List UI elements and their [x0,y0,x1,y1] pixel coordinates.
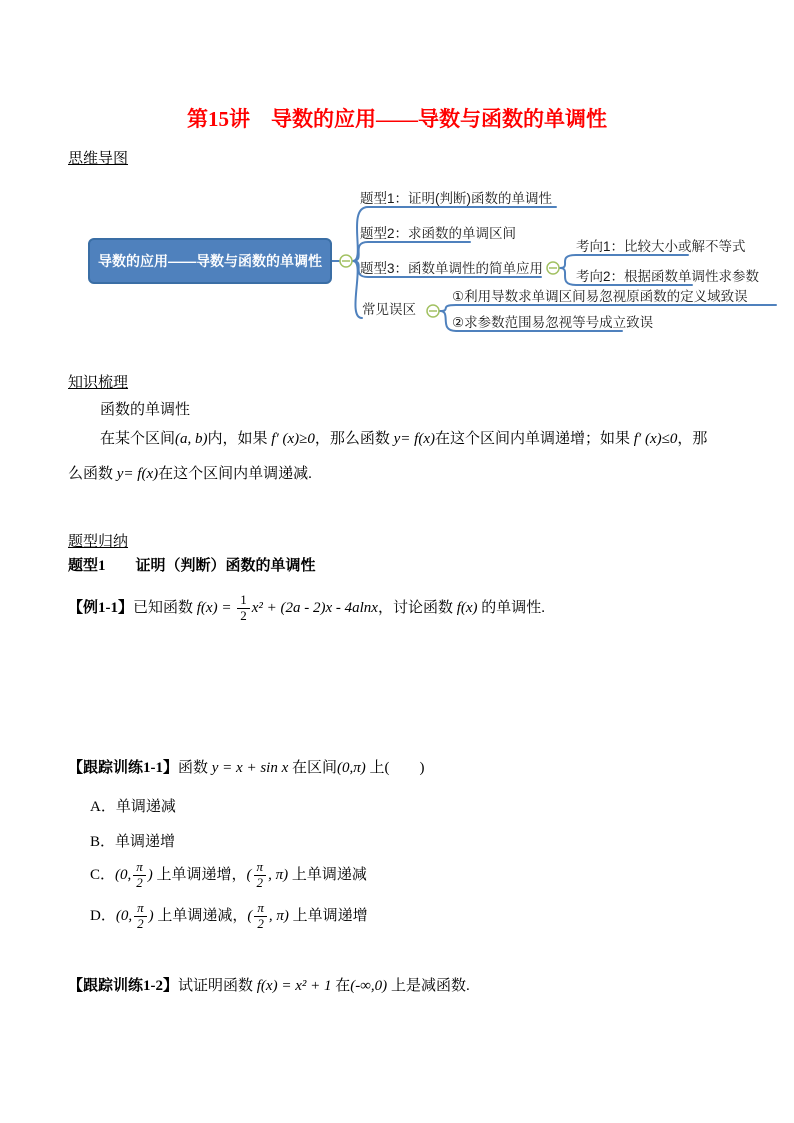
mindmap-child-pitfall2: ②求参数范围易忽视等号成立致误 [452,315,654,330]
mindmap-child-direction2: 考向2：根据函数单调性求参数 [576,269,760,284]
fraction-pi-over-2: $\frac{\pi}{2}$ [254,901,267,931]
text-run: 在区间 [292,760,338,776]
text-run: ，那么函数 [314,431,394,447]
mindmap-branch-topic3: 题型3：函数单调性的简单应用 [360,261,544,276]
fraction-pi-over-2: $\frac{\pi}{2}$ [254,860,267,890]
option-a: A．单调递减 [90,799,176,815]
text-run: 在 [335,978,351,994]
training-label: 【跟踪训练1-1】 [68,760,178,776]
math-run: y= f(x) [116,466,159,482]
topic1-number: 题型1 [68,558,106,574]
text-run: 在这个区间内单调递减. [158,466,312,482]
section-label-knowledge: 知识梳理 [68,375,129,391]
text-run: 试证明函数 [178,978,257,994]
math-run: (a, b) [175,431,208,447]
mindmap-child-pitfall1: ①利用导数求单调区间易忽视原函数的定义域致误 [452,289,748,304]
knowledge-heading [100,400,190,420]
fraction-pi-over-2: $\frac{\pi}{2}$ [133,860,146,890]
mindmap-child-direction1: 考向1：比较大小或解不等式 [576,239,746,254]
mindmap-root-node: 导数的应用——导数与函数的单调性 [88,238,332,284]
text-run: 上是减函数. [387,978,470,994]
text-run: 的单调性. [477,600,546,616]
topic1-heading [68,556,316,576]
training-1-2 [68,976,470,996]
option-d: D． (0, $\frac{\pi}{2}$ ) 上单调递减， ( $\frac{\pi}{2}$ , π) 上单调递增 [90,900,368,931]
collapse-minus-icon-branch-4 [427,305,439,317]
mindmap-branch-topic2: 题型2：求函数的单调区间 [360,226,517,241]
option-c: C． (0, $\frac{\pi}{2}$ ) 上单调递增， ( $\frac{\pi}{2}$ , π) 上单调递减 [90,859,367,890]
topic1-title: 证明（判断）函数的单调性 [135,558,316,574]
math-run: f(x) = x² + 1 [256,978,336,994]
section-label-topics: 题型归纳 [68,534,129,550]
collapse-minus-icon-root [340,255,352,267]
math-run: f(x) = [196,600,236,616]
text-run: ，那 [677,431,708,447]
math-run: (-∞,0) [350,978,388,994]
knowledge-paragraph-line1 [100,429,707,449]
fraction-pi-over-2: $\frac{\pi}{2}$ [134,901,147,931]
text-run: ，讨论函数 [377,600,457,616]
page-title: 第15讲 导数的应用——导数与函数的单调性 [187,107,607,131]
training-label: 【跟踪训练1-2】 [68,978,178,994]
connector-child-4-1 [440,305,776,311]
connector-branch-2 [353,242,470,261]
math-run: y= f(x) [393,431,435,447]
connector-child-3-1 [560,255,688,268]
text-run: 已知函数 [133,600,197,616]
mindmap-diagram [0,180,794,350]
fraction-one-half: $\frac{1}{2}$ [237,593,250,623]
knowledge-paragraph-line2 [68,464,312,484]
mindmap-branch-topic1: 题型1：证明(判断)函数的单调性 [360,191,552,206]
text-run: 在某个区间 [100,431,176,447]
knowledge-heading-text: 函数的单调性 [100,402,191,418]
example-1-1 [68,590,545,626]
section-label-mindmap: 思维导图 [68,151,129,167]
option-b: B．单调递增 [90,834,176,850]
text-run: 内，如果 [207,431,272,447]
math-run: x² + (2a - 2)x - 4alnx [251,600,378,616]
math-run: (0,π) [337,760,366,776]
mindmap-branch-pitfalls: 常见误区 [362,302,416,317]
math-run: y = x + sin x [211,760,292,776]
text-run: 在这个区间内单调递增；如果 [435,431,634,447]
math-run: f′ (x)≥0 [271,431,315,447]
example-label: 【例1-1】 [68,600,133,616]
training-1-1 [68,758,425,778]
text-run: 么函数 [68,466,117,482]
text-run: 函数 [178,760,212,776]
math-run: f(x) [456,600,478,616]
math-run: f′ (x)≤0 [633,431,678,447]
collapse-minus-icon-branch-3 [547,262,559,274]
text-run: 上( ) [365,760,425,776]
